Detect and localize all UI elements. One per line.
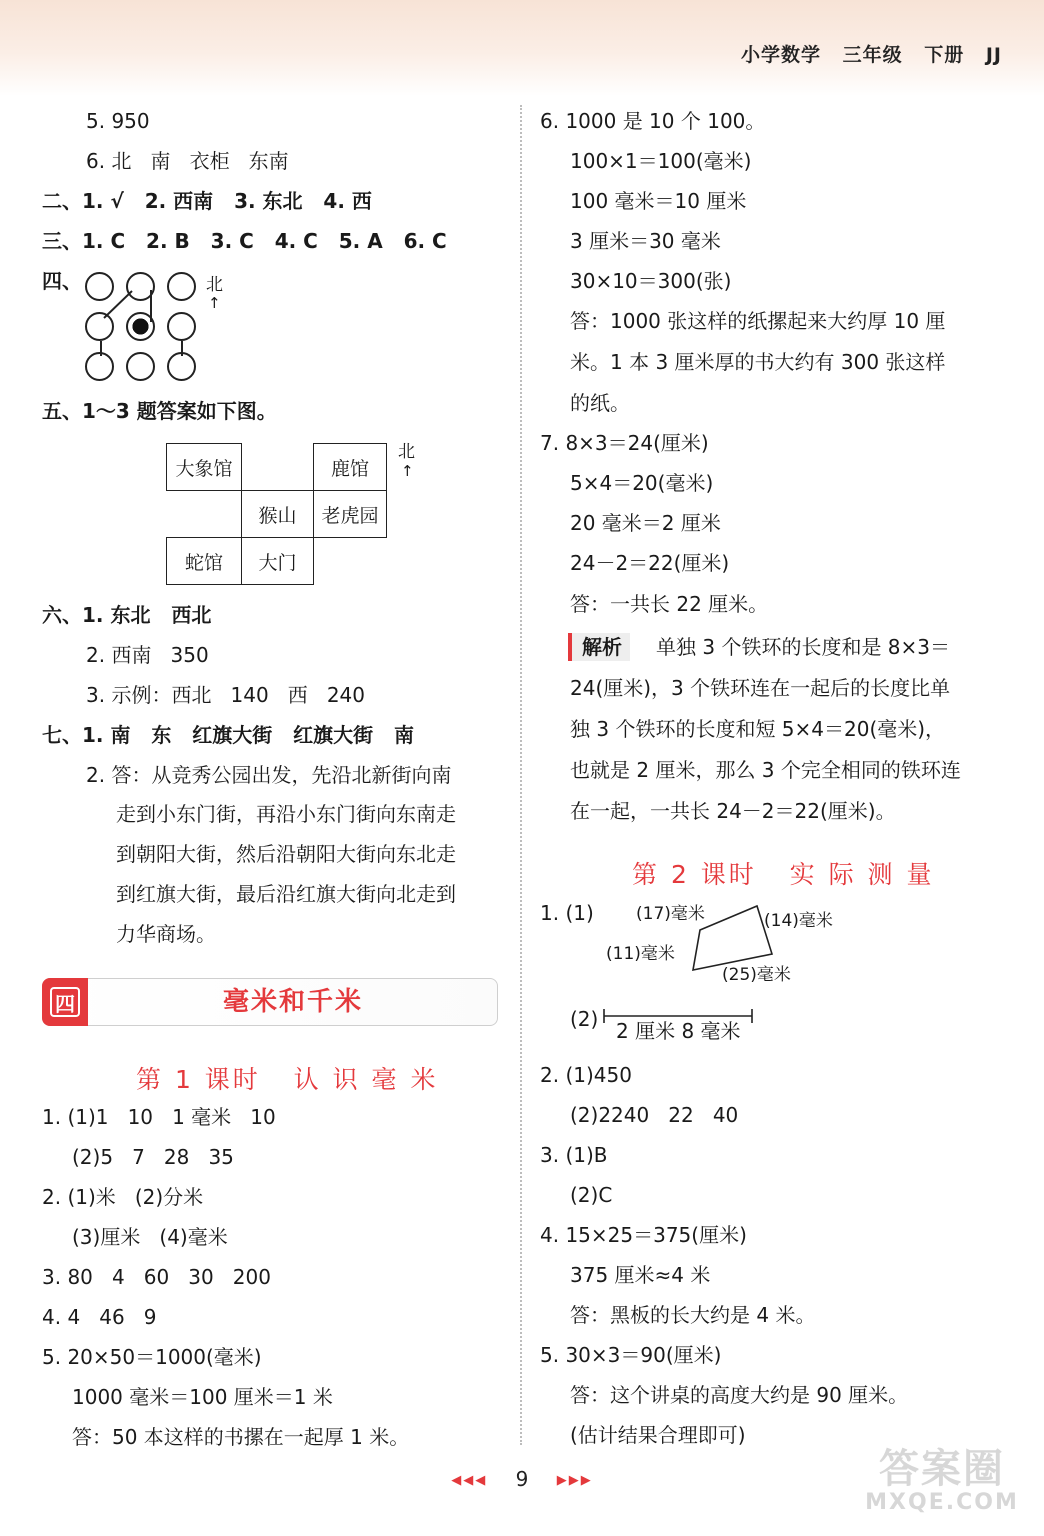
answer-line: 答：这个讲桌的高度大约是 90 厘米。 — [570, 1383, 909, 1407]
answer-line: 100 毫米＝10 厘米 — [570, 189, 747, 213]
page-header — [741, 40, 1002, 67]
map-cell-gate: 大门 — [241, 537, 314, 585]
column-divider — [520, 105, 522, 1445]
map-cell-tiger: 老虎园 — [313, 490, 387, 538]
segment-label: 2 厘米 8 毫米 — [616, 1019, 741, 1043]
answer-line: 二、1. √ 2. 西南 3. 东北 4. 西 — [42, 189, 372, 213]
watermark — [852, 1446, 1032, 1530]
answer-line: (2)2240 22 40 — [570, 1103, 739, 1127]
page-number: 9 — [515, 1467, 529, 1491]
answer-line: 3. 80 4 60 30 200 — [42, 1265, 271, 1289]
answer-line: (3)厘米 (4)毫米 — [72, 1225, 228, 1249]
answer-line: 到红旗大街，最后沿红旗大街向北走到 — [116, 882, 456, 906]
section-number-badge — [42, 978, 88, 1026]
header-subject: 小学数学 — [740, 44, 821, 66]
prev-arrows-icon: ◀◀◀ — [451, 1473, 488, 1488]
answer-line: 4. 4 46 9 — [42, 1305, 157, 1329]
side-label: (17)毫米 — [636, 904, 705, 924]
header-volume: 下册 — [924, 44, 965, 66]
answer-line: 5. 950 — [86, 109, 150, 133]
analysis-label: 解析 — [568, 633, 630, 661]
answer-line: 3. 示例：西北 140 西 240 — [86, 683, 366, 707]
answer-line: 30×10＝300(张) — [570, 269, 732, 293]
answer-line: 7. 8×3＝24(厘米) — [540, 431, 709, 455]
side-label: (11)毫米 — [606, 944, 675, 964]
answer-line: (2) — [570, 1007, 599, 1031]
answer-line: 走到小东门街，再沿小东门街向东南走 — [116, 802, 456, 826]
next-arrows-icon: ▶▶▶ — [556, 1473, 593, 1488]
answer-line: 四、 — [42, 269, 82, 293]
answer-line: 1. (1) — [540, 901, 594, 925]
answer-line: 3. (1)B — [540, 1143, 608, 1167]
answer-line: 米。1 本 3 厘米厚的书大约有 300 张这样 — [570, 350, 946, 374]
header-edition: JJ — [985, 44, 1002, 66]
answer-line: 2. 西南 350 — [86, 643, 209, 667]
answer-line: 五、1～3 题答案如下图。 — [42, 399, 277, 423]
map-cell-snake: 蛇馆 — [166, 537, 242, 585]
answer-line: 2. (1)米 (2)分米 — [42, 1185, 204, 1209]
answer-line: 答：50 本这样的书摞在一起厚 1 米。 — [72, 1425, 410, 1449]
lesson-title: 第 2 课时 实 际 测 量 — [632, 860, 935, 889]
map-cell-elephant: 大象馆 — [166, 443, 242, 491]
answer-line: 6. 北 南 衣柜 东南 — [86, 149, 289, 173]
north-arrow-icon: ↑ — [208, 294, 221, 312]
north-label: 北 — [398, 442, 415, 462]
analysis-line: 单独 3 个铁环的长度和是 8×3＝ — [656, 635, 951, 659]
section-number: 四 — [50, 987, 80, 1017]
answer-line: (2)C — [570, 1183, 613, 1207]
answer-line: 5. 20×50＝1000(毫米) — [42, 1345, 262, 1369]
answer-line: 到朝阳大街，然后沿朝阳大街向东北走 — [116, 842, 456, 866]
answer-line: 5. 30×3＝90(厘米) — [540, 1343, 722, 1367]
map-cell-monkey: 猴山 — [241, 490, 314, 538]
answer-line: (估计结果合理即可) — [570, 1423, 746, 1447]
answer-line: 100×1＝100(毫米) — [570, 149, 752, 173]
answer-line: 1. (1)1 10 1 毫米 10 — [42, 1105, 276, 1129]
answer-line: 4. 15×25＝375(厘米) — [540, 1223, 747, 1247]
answer-line: 2. (1)450 — [540, 1063, 632, 1087]
analysis-line: 24(厘米)，3 个铁环连在一起后的长度比单 — [570, 676, 951, 700]
path-lines — [0, 0, 260, 400]
answer-line: 力华商场。 — [116, 922, 216, 946]
analysis-line: 在一起，一共长 24－2＝22(厘米)。 — [570, 799, 896, 823]
header-grade: 三年级 — [842, 44, 903, 66]
analysis-line: 独 3 个铁环的长度和短 5×4＝20(毫米)， — [570, 717, 946, 741]
answer-line: 24－2＝22(厘米) — [570, 551, 730, 575]
answer-line: 5×4＝20(毫米) — [570, 471, 714, 495]
map-cell-deer: 鹿馆 — [313, 443, 387, 491]
answer-line: (2)5 7 28 35 — [72, 1145, 234, 1169]
analysis-line: 也就是 2 厘米，那么 3 个完全相同的铁环连 — [570, 758, 961, 782]
answer-line: 答：1000 张这样的纸摞起来大约厚 10 厘 — [570, 309, 946, 333]
north-label: 北 — [206, 275, 223, 295]
side-label: (25)毫米 — [722, 965, 791, 985]
answer-line: 20 毫米＝2 厘米 — [570, 511, 721, 535]
watermark-line: MXQE.COM — [865, 1490, 1019, 1515]
answer-line: 六、1. 东北 西北 — [42, 603, 212, 627]
north-arrow-icon: ↑ — [401, 462, 414, 480]
answer-line: 375 厘米≈4 米 — [570, 1263, 711, 1287]
side-label: (14)毫米 — [764, 911, 833, 931]
section-title: 毫米和千米 — [222, 987, 363, 1017]
lesson-title: 第 1 课时 认 识 毫 米 — [136, 1065, 439, 1094]
watermark-line: 答案圈 — [879, 1446, 1005, 1492]
answer-line: 七、1. 南 东 红旗大街 红旗大街 南 — [42, 723, 415, 747]
answer-line: 的纸。 — [570, 391, 630, 415]
answer-line: 三、1. C 2. B 3. C 4. C 5. A 6. C — [42, 229, 447, 253]
answer-line: 3 厘米＝30 毫米 — [570, 229, 721, 253]
answer-line: 答：黑板的长大约是 4 米。 — [570, 1303, 816, 1327]
answer-line: 2. 答：从竞秀公园出发，先沿北新街向南 — [86, 763, 452, 787]
answer-line: 6. 1000 是 10 个 100。 — [540, 109, 766, 133]
answer-line: 1000 毫米＝100 厘米＝1 米 — [72, 1385, 333, 1409]
answer-line: 答：一共长 22 厘米。 — [570, 592, 769, 616]
